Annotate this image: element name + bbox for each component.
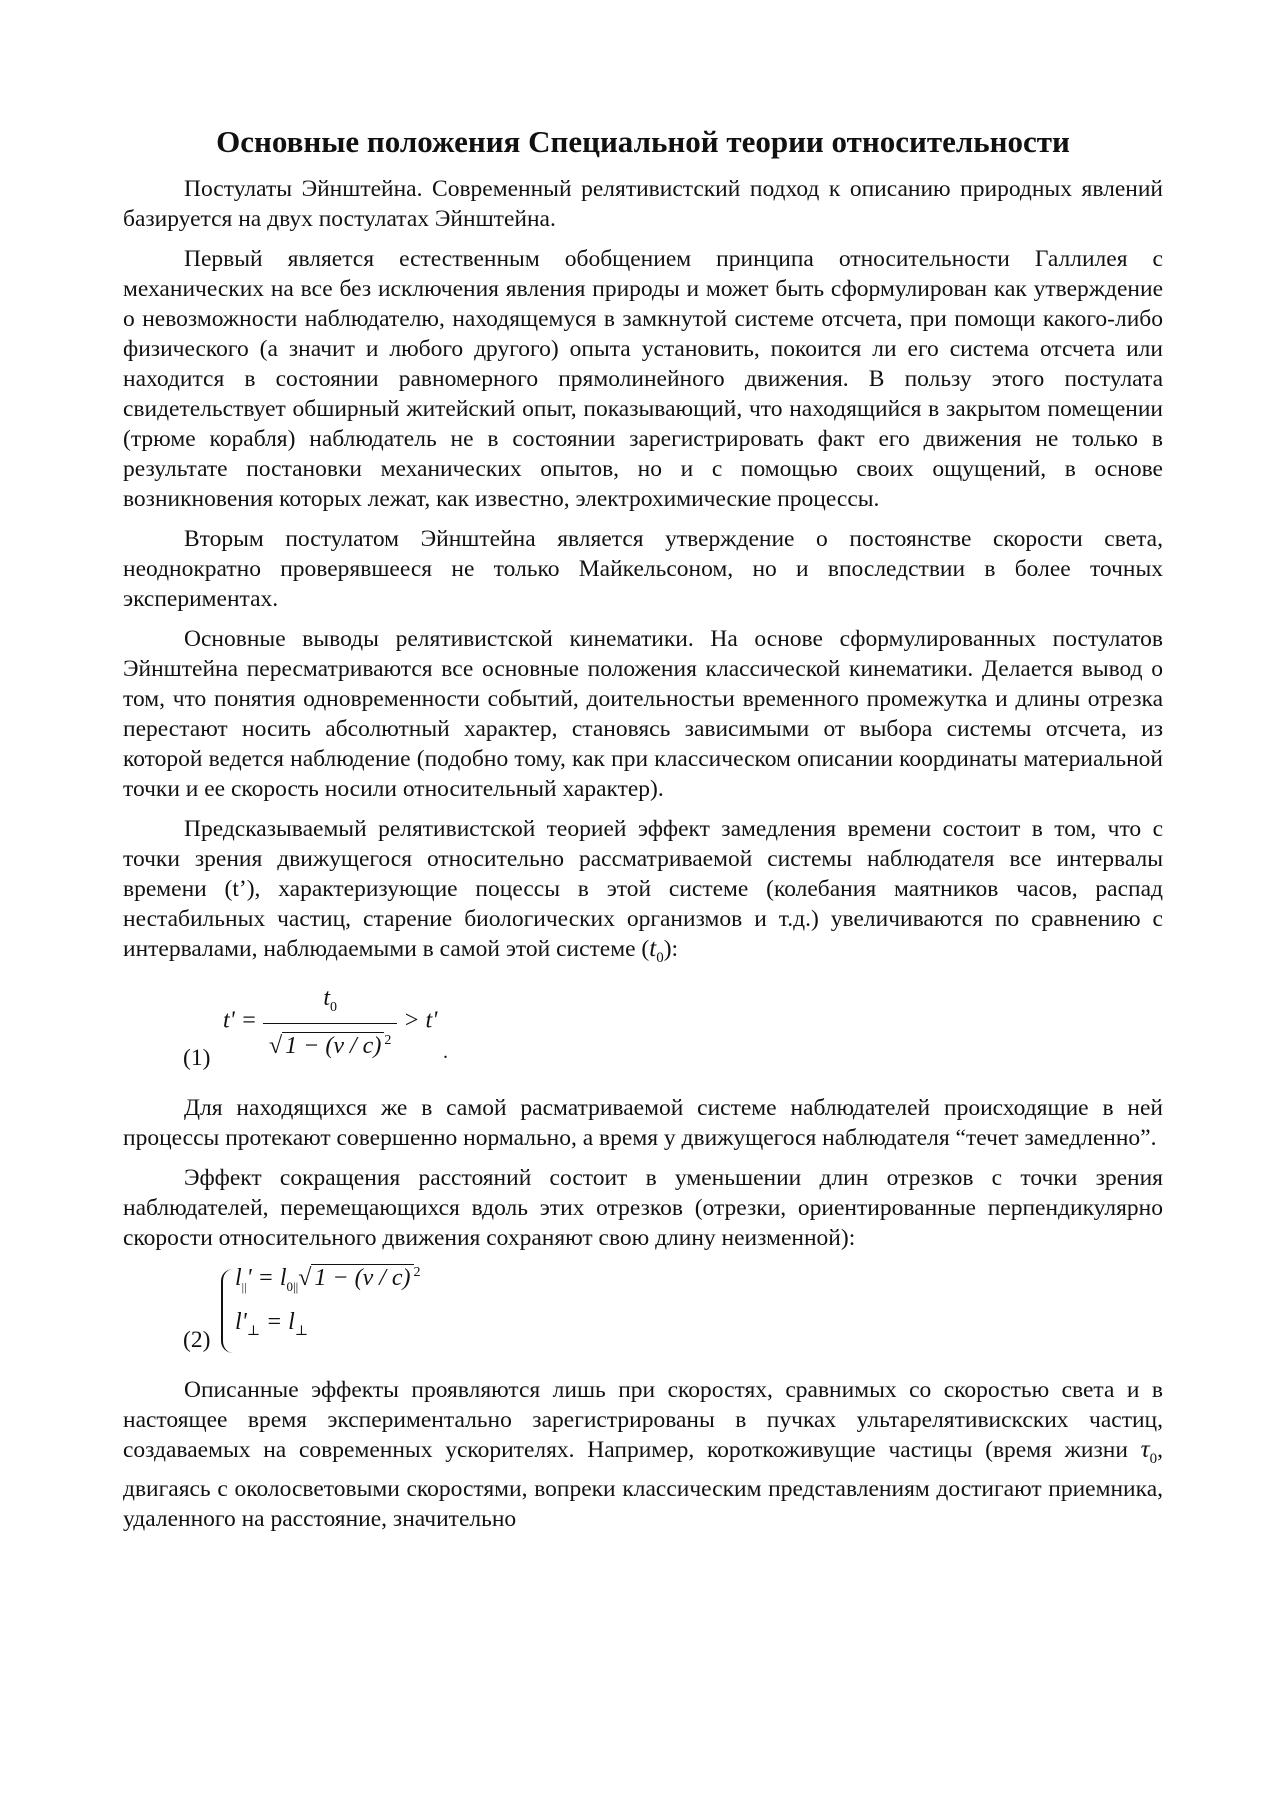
paragraph-kinematics-conclusions: Основные выводы релятивистской кинематики. На основе сформулированных постулатов Эйнштейна пересматриваются все основные положения классической кинематики. Делается вывод о том, что понятия одновременности событий, доительностьи временного промежутка и длины отрезка перестают носить абсолютный характер, становясь зависимыми от выбора системы отсчета, из которой ведется наблюдение (подобно тому, как при классическом описании координаты материальной точки и ее скорость носили относительный характер). — [123, 626, 1163, 802]
equation-1-number: (1) — [183, 1045, 211, 1071]
equation-2-line-1: $l_{||}' = l_{0||}√$ 1 − (v / c) $^2$ — [235, 1265, 421, 1294]
paragraph-second-postulate: Вторым постулатом Эйнштейна является утверждение о постоянстве скорости света, неоднократно проверявшееся не только Майкельсоном, но и впоследствии в более точных экспериментах. — [123, 526, 1163, 612]
equation-2 — [123, 1263, 1163, 1365]
paragraph-time-dilation — [123, 814, 1163, 973]
page-title: Основные положения Специальной теории относительности — [216, 124, 1070, 159]
time-dilation-text: Предсказываемый релятивистской теорией эффект замедления времени состоит в том, что с точки зрения движущегося относительно рассматриваемой системы наблюдателя все интервалы времени (t’), характеризующие поцессы в этой системе (колебания маятников часов, распад нестабильных частиц, старение биологических организмов и т.д.) увеличиваются по сравнению с интервалами, наблюдаемыми в самой этой системе ( — [123, 816, 1163, 962]
equation-2-number: (2) — [183, 1327, 211, 1353]
equation-2-line-2: $l'_\perp = l_\perp$ — [235, 1309, 309, 1339]
paragraph-first-postulate: Первый является естественным обобщением принципа относительности Галлилея с механических на все без исключения явления природы и может быть сформулирован как утверждение о невозможности наблюдателю, находящемуся в замкнутой системе отсчета, при помощи какого-либо физического (а значит и любого другого) опыта установить, покоится ли его система отсчета или находится в состоянии равномерного прямолинейного движения. В пользу этого постулата свидетельствует обширный житейский опыт, показывающий, что находящийся в закрытом помещении (трюме корабля) наблюдатель не в состоянии зарегистрировать факт его движения не только в результате постановки механических опытов, но и с помощью своих ощущений, в основе возникновения которых лежат, как известно, электрохимические процессы. — [123, 246, 1163, 512]
equation-1 — [123, 983, 1163, 1083]
time-dilation-end: ): — [663, 936, 679, 962]
paragraph-postulates-intro: Постулаты Эйнштейна. Современный релятивистский подход к описанию природных явлений базируется на двух постулатах Эйнштейна. — [123, 176, 1163, 232]
equation-1-fraction: $\frac{t_0}{√ 1 - (v / c) ^2}$ — [263, 983, 397, 1061]
symbol-t0: $t_0$ — [649, 935, 664, 966]
document-body — [123, 120, 1163, 1544]
paragraph-normal-flow: Для находящихся же в самой расматриваемой системе наблюдателей происходящие в ней процессы протекают совершенно нормально, а время у движущегося наблюдателя “течет замедленно”. — [123, 1095, 1163, 1151]
equation-2-brace — [221, 1269, 235, 1353]
paragraph-length-contraction: Эффект сокращения расстояний состоит в уменьшении длин отрезков с точки зрения наблюдателей, перемещающихся вдоль этих отрезков (отрезки, ориентированные перпендикулярно скорости относительного движения сохраняют свою длину неизменной): — [123, 1165, 1163, 1251]
equation-1-trailing-dot: . — [443, 1041, 448, 1063]
symbol-tau0: $\tau_0$ — [1140, 1436, 1158, 1467]
paragraph-experimental-evidence: Описанные эффекты проявляются лишь при скоростях, сравнимых со скоростью света и в настоящее время экспериментально зарегистрированы в пучках ультарелятивискских частиц, создаваемых на современных ускорителях. Например, короткоживущие частицы (время жизни $\tau_0$, двигаясь с околосветовыми скоростями, вопреки классическим представлениям достигают приемника, удаленного на расстояние, значительно — [123, 1377, 1163, 1532]
equation-1-formula: t' = $\frac{t_0}{√ 1 - (v / c) ^2}$ > t' — [223, 985, 438, 1059]
